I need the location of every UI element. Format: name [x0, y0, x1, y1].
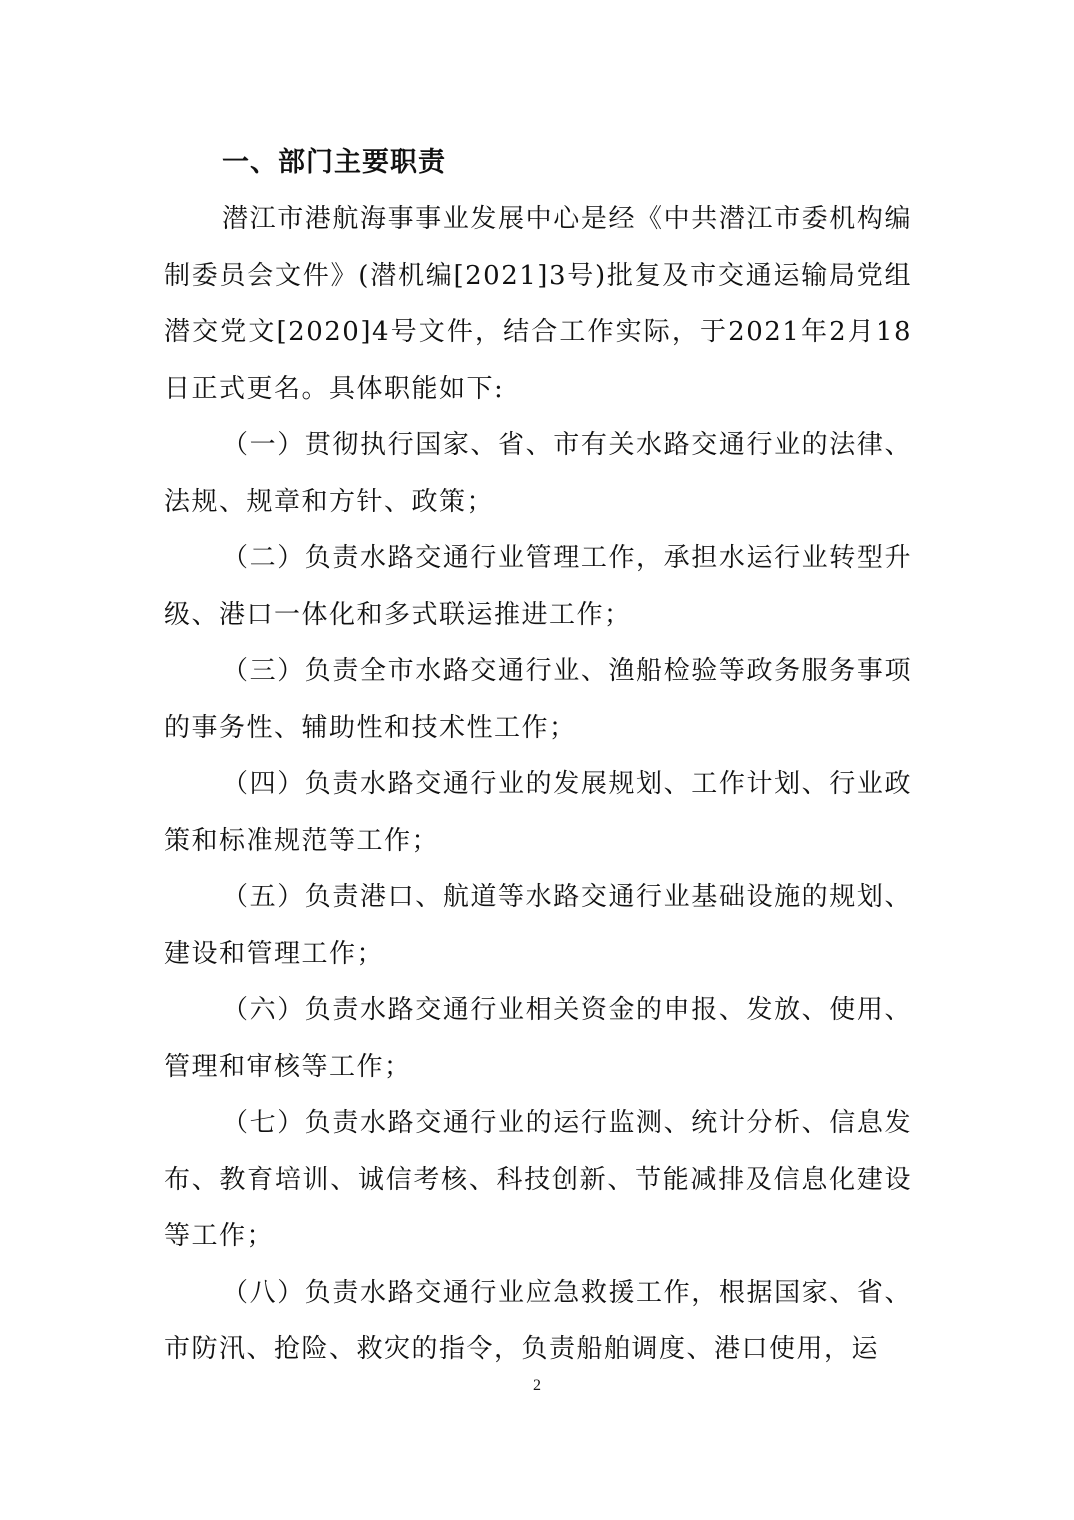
- duty-item-3: （三）负责全市水路交通行业、渔船检验等政务服务事项的事务性、辅助性和技术性工作；: [164, 656, 912, 743]
- duty-item-7: （七）负责水路交通行业的运行监测、统计分析、信息发布、教育培训、诚信考核、科技创新、节能减排及信息化建设等工作；: [164, 1108, 912, 1251]
- duty-item-6: （六）负责水路交通行业相关资金的申报、发放、使用、管理和审核等工作；: [164, 995, 912, 1082]
- document-body: [164, 191, 912, 1378]
- section-heading: 一、部门主要职责: [222, 147, 446, 178]
- duty-item-5: （五）负责港口、航道等水路交通行业基础设施的规划、建设和管理工作；: [164, 882, 912, 969]
- duty-item-1: （一）贯彻执行国家、省、市有关水路交通行业的法律、法规、规章和方针、政策；: [164, 430, 912, 517]
- duty-item-2: （二）负责水路交通行业管理工作，承担水运行业转型升级、港口一体化和多式联运推进工作；: [164, 543, 912, 630]
- duty-item-4: （四）负责水路交通行业的发展规划、工作计划、行业政策和标准规范等工作；: [164, 769, 912, 856]
- duty-item-8: （八）负责水路交通行业应急救援工作，根据国家、省、市防汛、抢险、救灾的指令，负责船舶调度、港口使用，运: [164, 1277, 912, 1364]
- intro-paragraph: 潜江市港航海事事业发展中心是经《中共潜江市委机构编制委员会文件》(潜机编[2021]3号)批复及市交通运输局党组潜交党文[2020]4号文件，结合工作实际，于2021年2月18日正式更名。具体职能如下:: [164, 204, 912, 404]
- page-number: 2: [533, 1377, 541, 1394]
